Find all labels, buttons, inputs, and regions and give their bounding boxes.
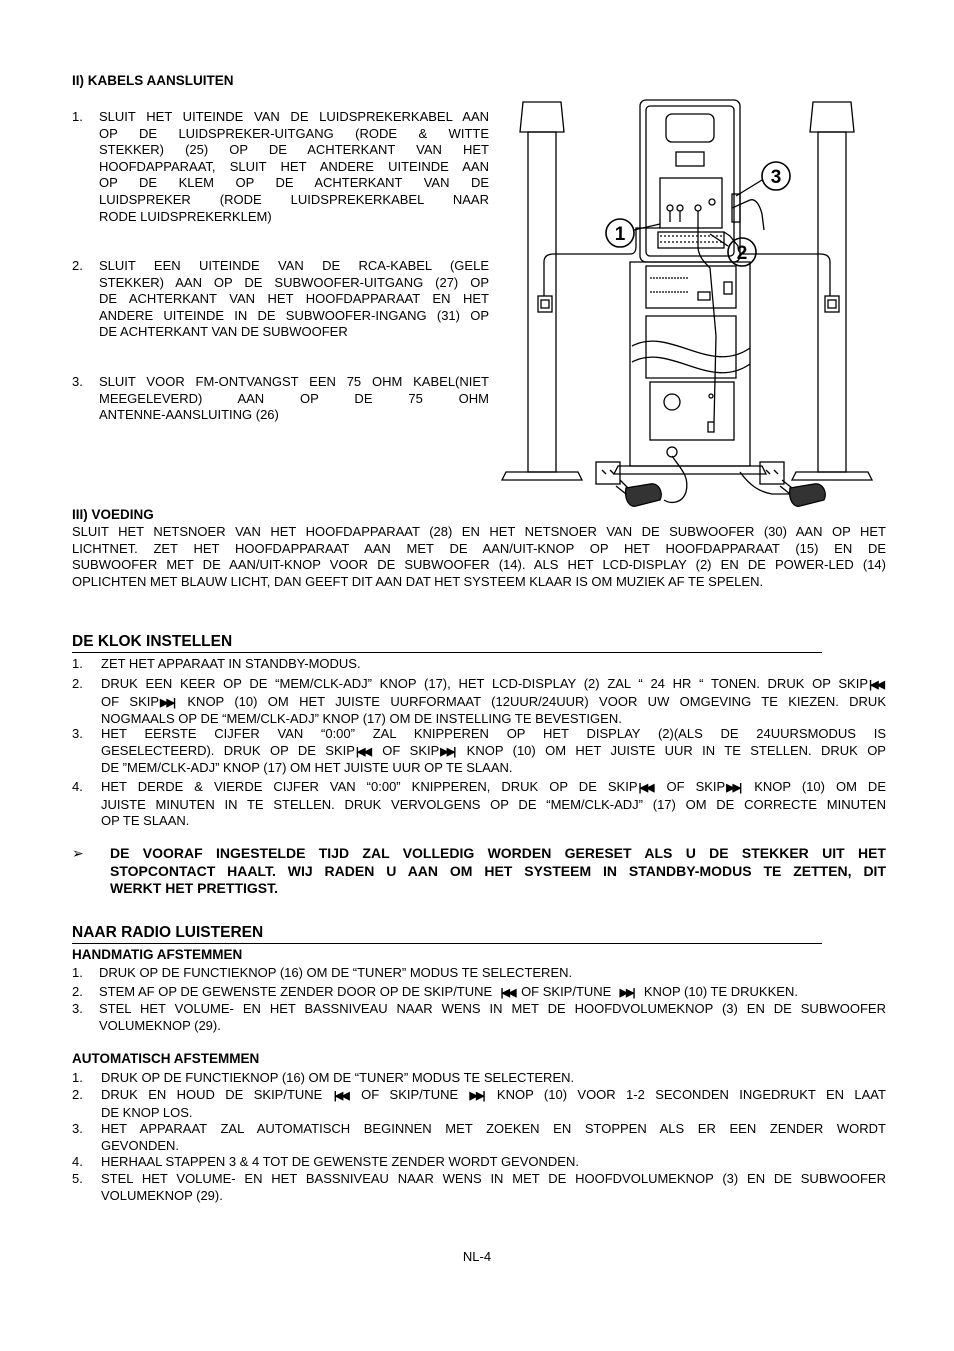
section-heading-voeding: III) VOEDING xyxy=(72,507,154,522)
skip-back-icon: |◀◀ xyxy=(869,679,883,691)
skip-back-icon: |◀◀ xyxy=(500,987,515,999)
subwoofer-icon xyxy=(614,262,766,474)
right-speaker-icon xyxy=(792,102,872,480)
skip-forward-icon: ▶▶| xyxy=(160,696,175,709)
cable-lines xyxy=(544,200,830,503)
subheading-handmatig: HANDMATIG AFSTEMMEN xyxy=(72,947,243,962)
callout-label-3: 3 xyxy=(770,167,782,188)
section-heading-radio: NAAR RADIO LUISTEREN xyxy=(72,924,822,944)
subheading-automatisch: AUTOMATISCH AFSTEMMEN xyxy=(72,1051,260,1066)
skip-forward-icon: ▶▶| xyxy=(469,1090,484,1102)
connection-diagram xyxy=(500,96,890,516)
skip-back-icon: |◀◀ xyxy=(333,1090,348,1102)
skip-forward-icon: ▶▶| xyxy=(440,745,455,758)
voeding-paragraph: SLUIT HET NETSNOER VAN HET HOOFDAPPARAAT (28) EN HET NETSNOER VAN DE SUBWOOFER (30) AAN OP HET LICHTNET. ZET HET HOOFDAPPARAAT AAN MET DE AAN/UIT-KNOP OP HET HOOFDAPPARAAT (15) EN DE SUBWOOFER MET DE AAN/UIT-KNOP VOOR DE SUBWOOFER (14). ALS HET LCD-DISPLAY (2) EN DE POWER-LED (14) OPLICHTEN MET BLAUW LICHT, DAN GEEFT DIT AAN DAT HET SYSTEEM KLAAR IS OM MUZIEK AF TE SPELEN. xyxy=(72,524,886,589)
skip-back-icon: |◀◀ xyxy=(638,782,653,794)
main-unit-icon xyxy=(640,100,740,262)
page-number: NL-4 xyxy=(462,1249,492,1264)
skip-back-icon: |◀◀ xyxy=(355,745,370,758)
skip-forward-icon: ▶▶| xyxy=(619,987,634,999)
section-heading-kabels: II) KABELS AANSLUITEN xyxy=(72,73,234,88)
note-arrow-icon: ➢ xyxy=(72,845,84,861)
callout-label-2: 2 xyxy=(736,243,748,264)
callout-label-1: 1 xyxy=(614,224,626,245)
skip-forward-icon: ▶▶| xyxy=(726,782,741,794)
wall-socket-icon xyxy=(596,462,784,484)
section-heading-klok: DE KLOK INSTELLEN xyxy=(72,633,822,653)
plug-icon xyxy=(616,480,825,506)
left-speaker-icon xyxy=(502,102,582,480)
